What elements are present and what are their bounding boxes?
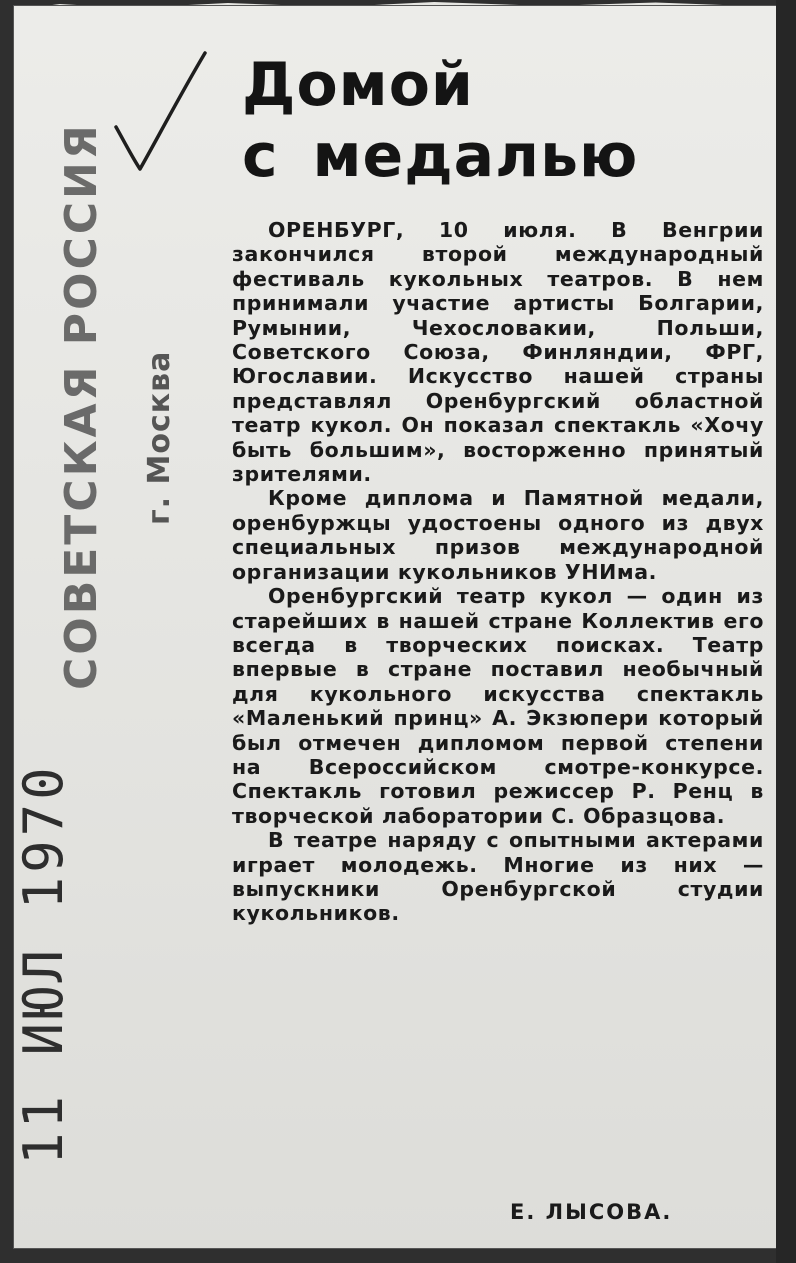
headline-line-1: Домой	[242, 50, 474, 120]
article-body	[232, 218, 764, 926]
article-author: Е. ЛЫСОВА.	[510, 1200, 673, 1224]
article-headline	[242, 50, 662, 192]
headline-line-2: с медалью	[242, 120, 639, 191]
scan-border	[776, 0, 796, 1263]
article-paragraph: Оренбургский театр кукол — один из старейших в нашей стране Коллектив его всегда в творческих поисках. Театр впервые в стране поставил необычный для кукольного искусства спектакль «Маленький принц» А. Экзюпери который был отмечен дипломом первой степени на Всероссийском смотре-конкурсе. Спектакль готовил режиссер Р. Ренц в творческой лаборатории С. Образцова.	[232, 584, 764, 828]
article-paragraph: Кроме диплома и Памятной медали, оренбуржцы удостоены одного из двух специальных призов международной организации кукольников УНИма.	[232, 486, 764, 584]
date-stamp: 11 ИЮЛ 1970	[12, 763, 75, 1165]
newspaper-name-stamp: СОВЕТСКАЯ РОССИЯ	[56, 122, 107, 690]
checkmark-icon	[110, 45, 210, 175]
article-paragraph: ОРЕНБУРГ, 10 июля. В Венгрии закончился второй международный фестиваль кукольных театров. В нем принимали участие артисты Болгарии, Румынии, Чехословакии, Польши, Советского Союза, Финляндии, ФРГ, Югославии. Искусство нашей страны представлял Оренбургский областной театр кукол. Он показал спектакль «Хочу быть большим», восторженно принятый зрителями.	[232, 218, 764, 487]
article-paragraph: В театре наряду с опытными актерами играет молодежь. Многие из них — выпускники Оренбургской студии кукольников.	[232, 828, 764, 926]
city-stamp: г. Москва	[142, 350, 177, 525]
